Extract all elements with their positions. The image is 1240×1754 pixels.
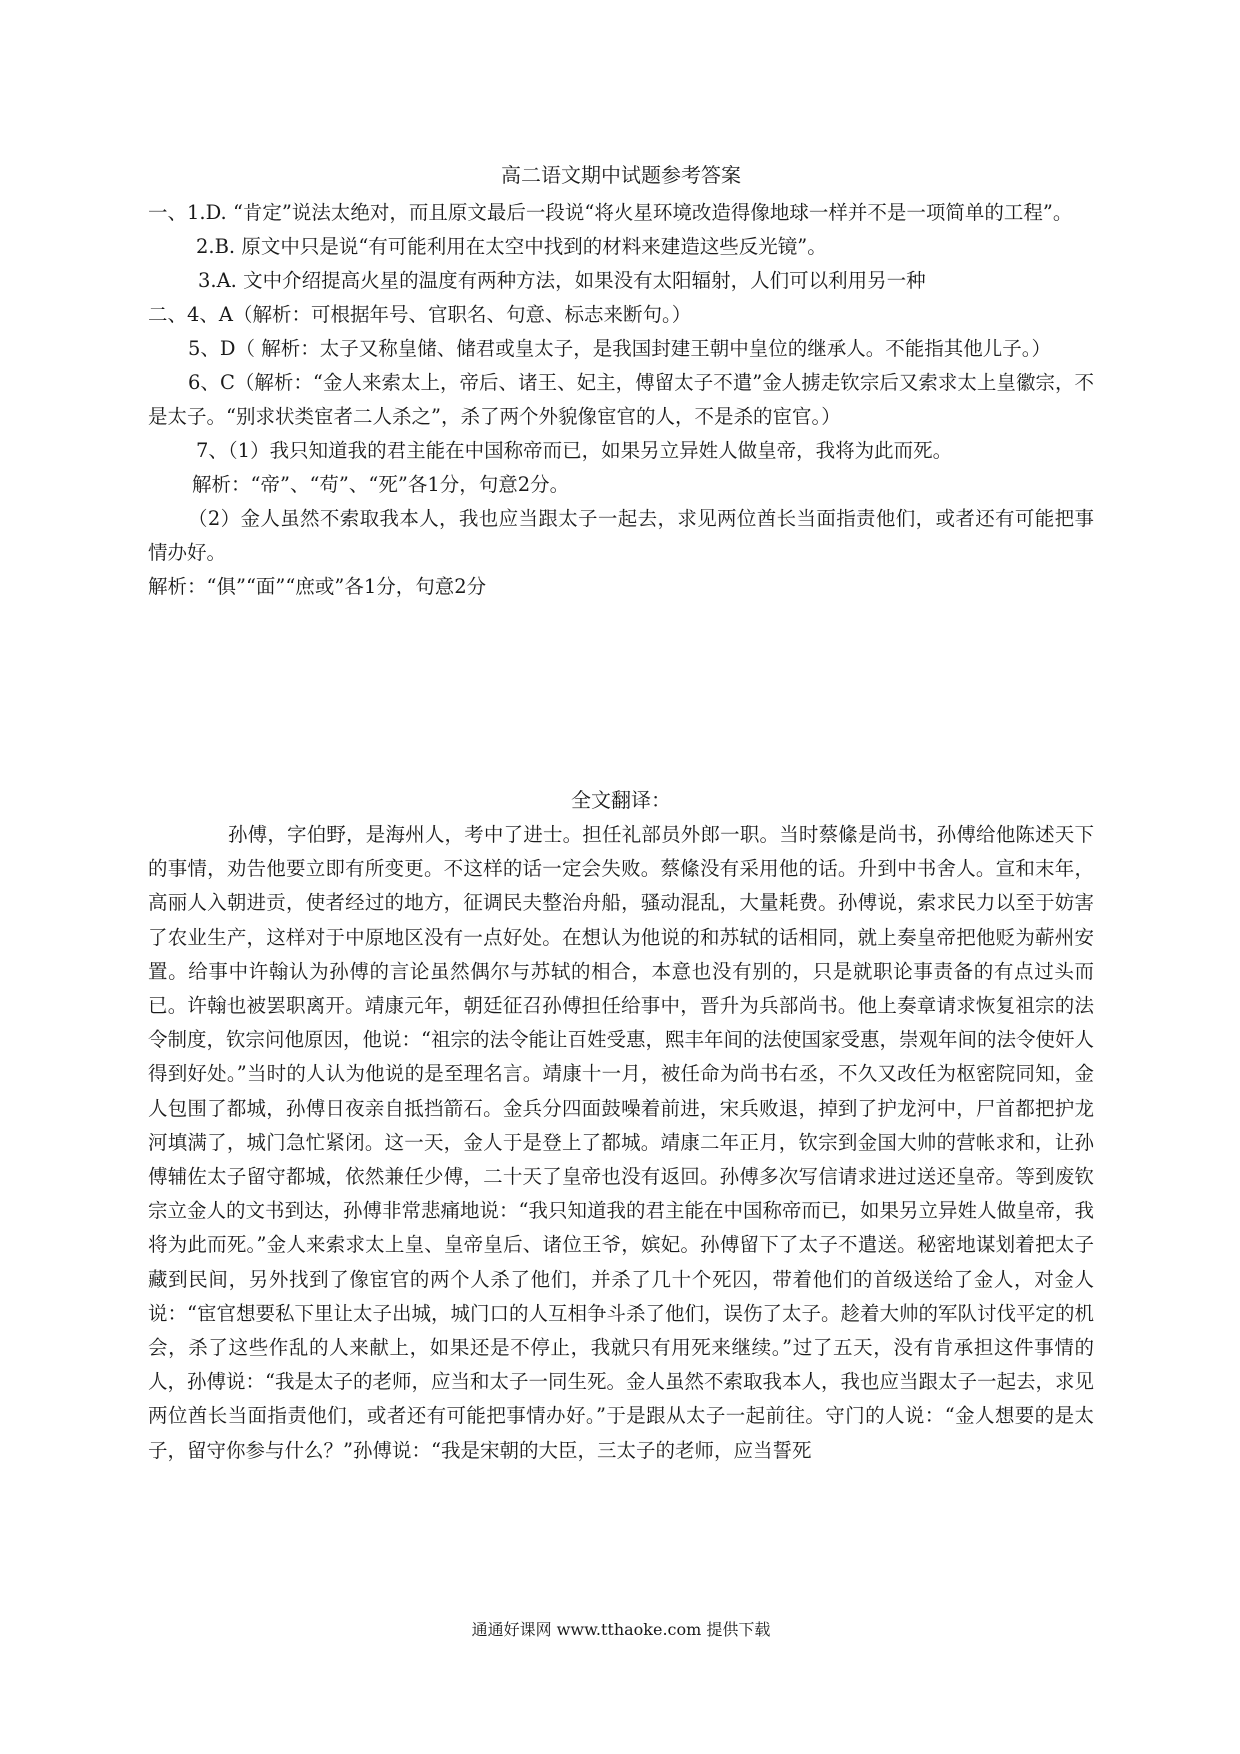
document-title: 高二语文期中试题参考答案 (501, 163, 741, 187)
translation-body: 孙傅，字伯野，是海州人，考中了进士。担任礼部员外郎一职。当时蔡絛是尚书，孙傅给他陈述天下的事情，劝告他要立即有所变更。不这样的话一定会失败。蔡絛没有采用他的话。升到中书舍人。宣和末年，高丽人入朝进贡，使者经过的地方，征调民夫整治舟船，骚动混乱，大量耗费。孙傅说，索求民力以至于妨害了农业生产，这样对于中原地区没有一点好处。在想认为他说的和苏轼的话相同，就上奏皇帝把他贬为蕲州安置。给事中许翰认为孙傅的言论虽然偶尔与苏轼的相合，本意也没有别的，只是就职论事责备的有点过头而已。许翰也被罢职离开。靖康元年，朝廷征召孙傅担任给事中，晋升为兵部尚书。他上奏章请求恢复祖宗的法令制度，钦宗问他原因，他说：“祖宗的法令能让百姓受惠，熙丰年间的法使国家受惠，崇观年间的法令使奸人得到好处。”当时的人认为他说的是至理名言。靖康十一月，被任命为尚书右丞，不久又改任为枢密院同知，金人包围了都城，孙傅日夜亲自抵挡箭石。金兵分四面鼓噪着前进，宋兵败退，掉到了护龙河中，尸首都把护龙河填满了，城门急忙紧闭。这一天，金人于是登上了都城。靖康二年正月，钦宗到金国大帅的营帐求和，让孙傅辅佐太子留守都城，依然兼任少傅，二十天了皇帝也没有返回。孙傅多次写信请求进过送还皇帝。等到废钦宗立金人的文书到达，孙傅非常悲痛地说：“我只知道我的君主能在中国称帝而已，如果另立异姓人做皇帝，我将为此而死。”金人来索求太上皇、皇帝皇后、诸位王爷，嫔妃。孙傅留下了太子不遣送。秘密地谋划着把太子藏到民间，另外找到了像宦官的两个人杀了他们，并杀了几十个死囚，带着他们的首级送给了金人，对金人说：“宦官想要私下里让太子出城，城门口的人互相争斗杀了他们，误伤了太子。趁着大帅的军队讨伐平定的机会，杀了这些作乱的人来献上，如果还是不停止，我就只有用死来继续。”过了五天，没有肯承担这件事情的人，孙傅说：“我是太子的老师，应当和太子一同生死。金人虽然不索取我本人，我也应当跟太子一起去，求见两位酋长当面指责他们，或者还有可能把事情办好。”于是跟从太子一起前往。守门的人说：“金人想要的是太子，留守你参与什么？”孙傅说：“我是宋朝的大臣，三太子的老师，应当誓死 (148, 823, 1094, 1462)
answer-item: 2.B. 原文中只是说“有可能利用在太空中找到的材料来建造这些反光镜”。 (196, 235, 827, 258)
page-footer: 通通好课网 www.tthaoke.com 提供下载 (471, 1620, 771, 1639)
answer-list (148, 196, 1094, 604)
answer-note: 解析：“俱”“面”“庶或”各1分，句意2分 (148, 575, 487, 598)
translation-title: 全文翻译： (571, 788, 671, 812)
answer-item: 3.A. 文中介绍提高火星的温度有两种方法，如果没有太阳辐射，人们可以利用另一种 (198, 269, 926, 292)
document-page (148, 0, 1094, 1754)
answer-note: 解析：“帝”、“苟”、“死”各1分，句意2分。 (192, 473, 570, 496)
answer-item: 一、1.D. “肯定”说法太绝对，而且原文最后一段说“将火星环境改造得像地球一样并不是一项简单的工程”。 (148, 201, 1073, 224)
answer-item: 6、C（解析：“金人来索太上，帝后、诸王、妃主，傅留太子不遣”金人掳走钦宗后又索求太上皇徽宗，不是太子。“别求状类宦者二人杀之”，杀了两个外貌像宦官的人，不是杀的宦官。） (148, 371, 1094, 428)
answer-item: 5、D（ 解析：太子又称皇储、储君或皇太子，是我国封建王朝中皇位的继承人。不能指其他儿子。） (188, 337, 1051, 360)
answer-item: 二、4、A（解析：可根据年号、官职名、句意、标志来断句。） (148, 303, 692, 326)
answer-item: 7、（1）我只知道我的君主能在中国称帝而已，如果另立异姓人做皇帝，我将为此而死。 (196, 439, 953, 462)
answer-item: （2）金人虽然不索取我本人，我也应当跟太子一起去，求见两位酋长当面指责他们，或者还有可能把事情办好。 (148, 507, 1094, 564)
